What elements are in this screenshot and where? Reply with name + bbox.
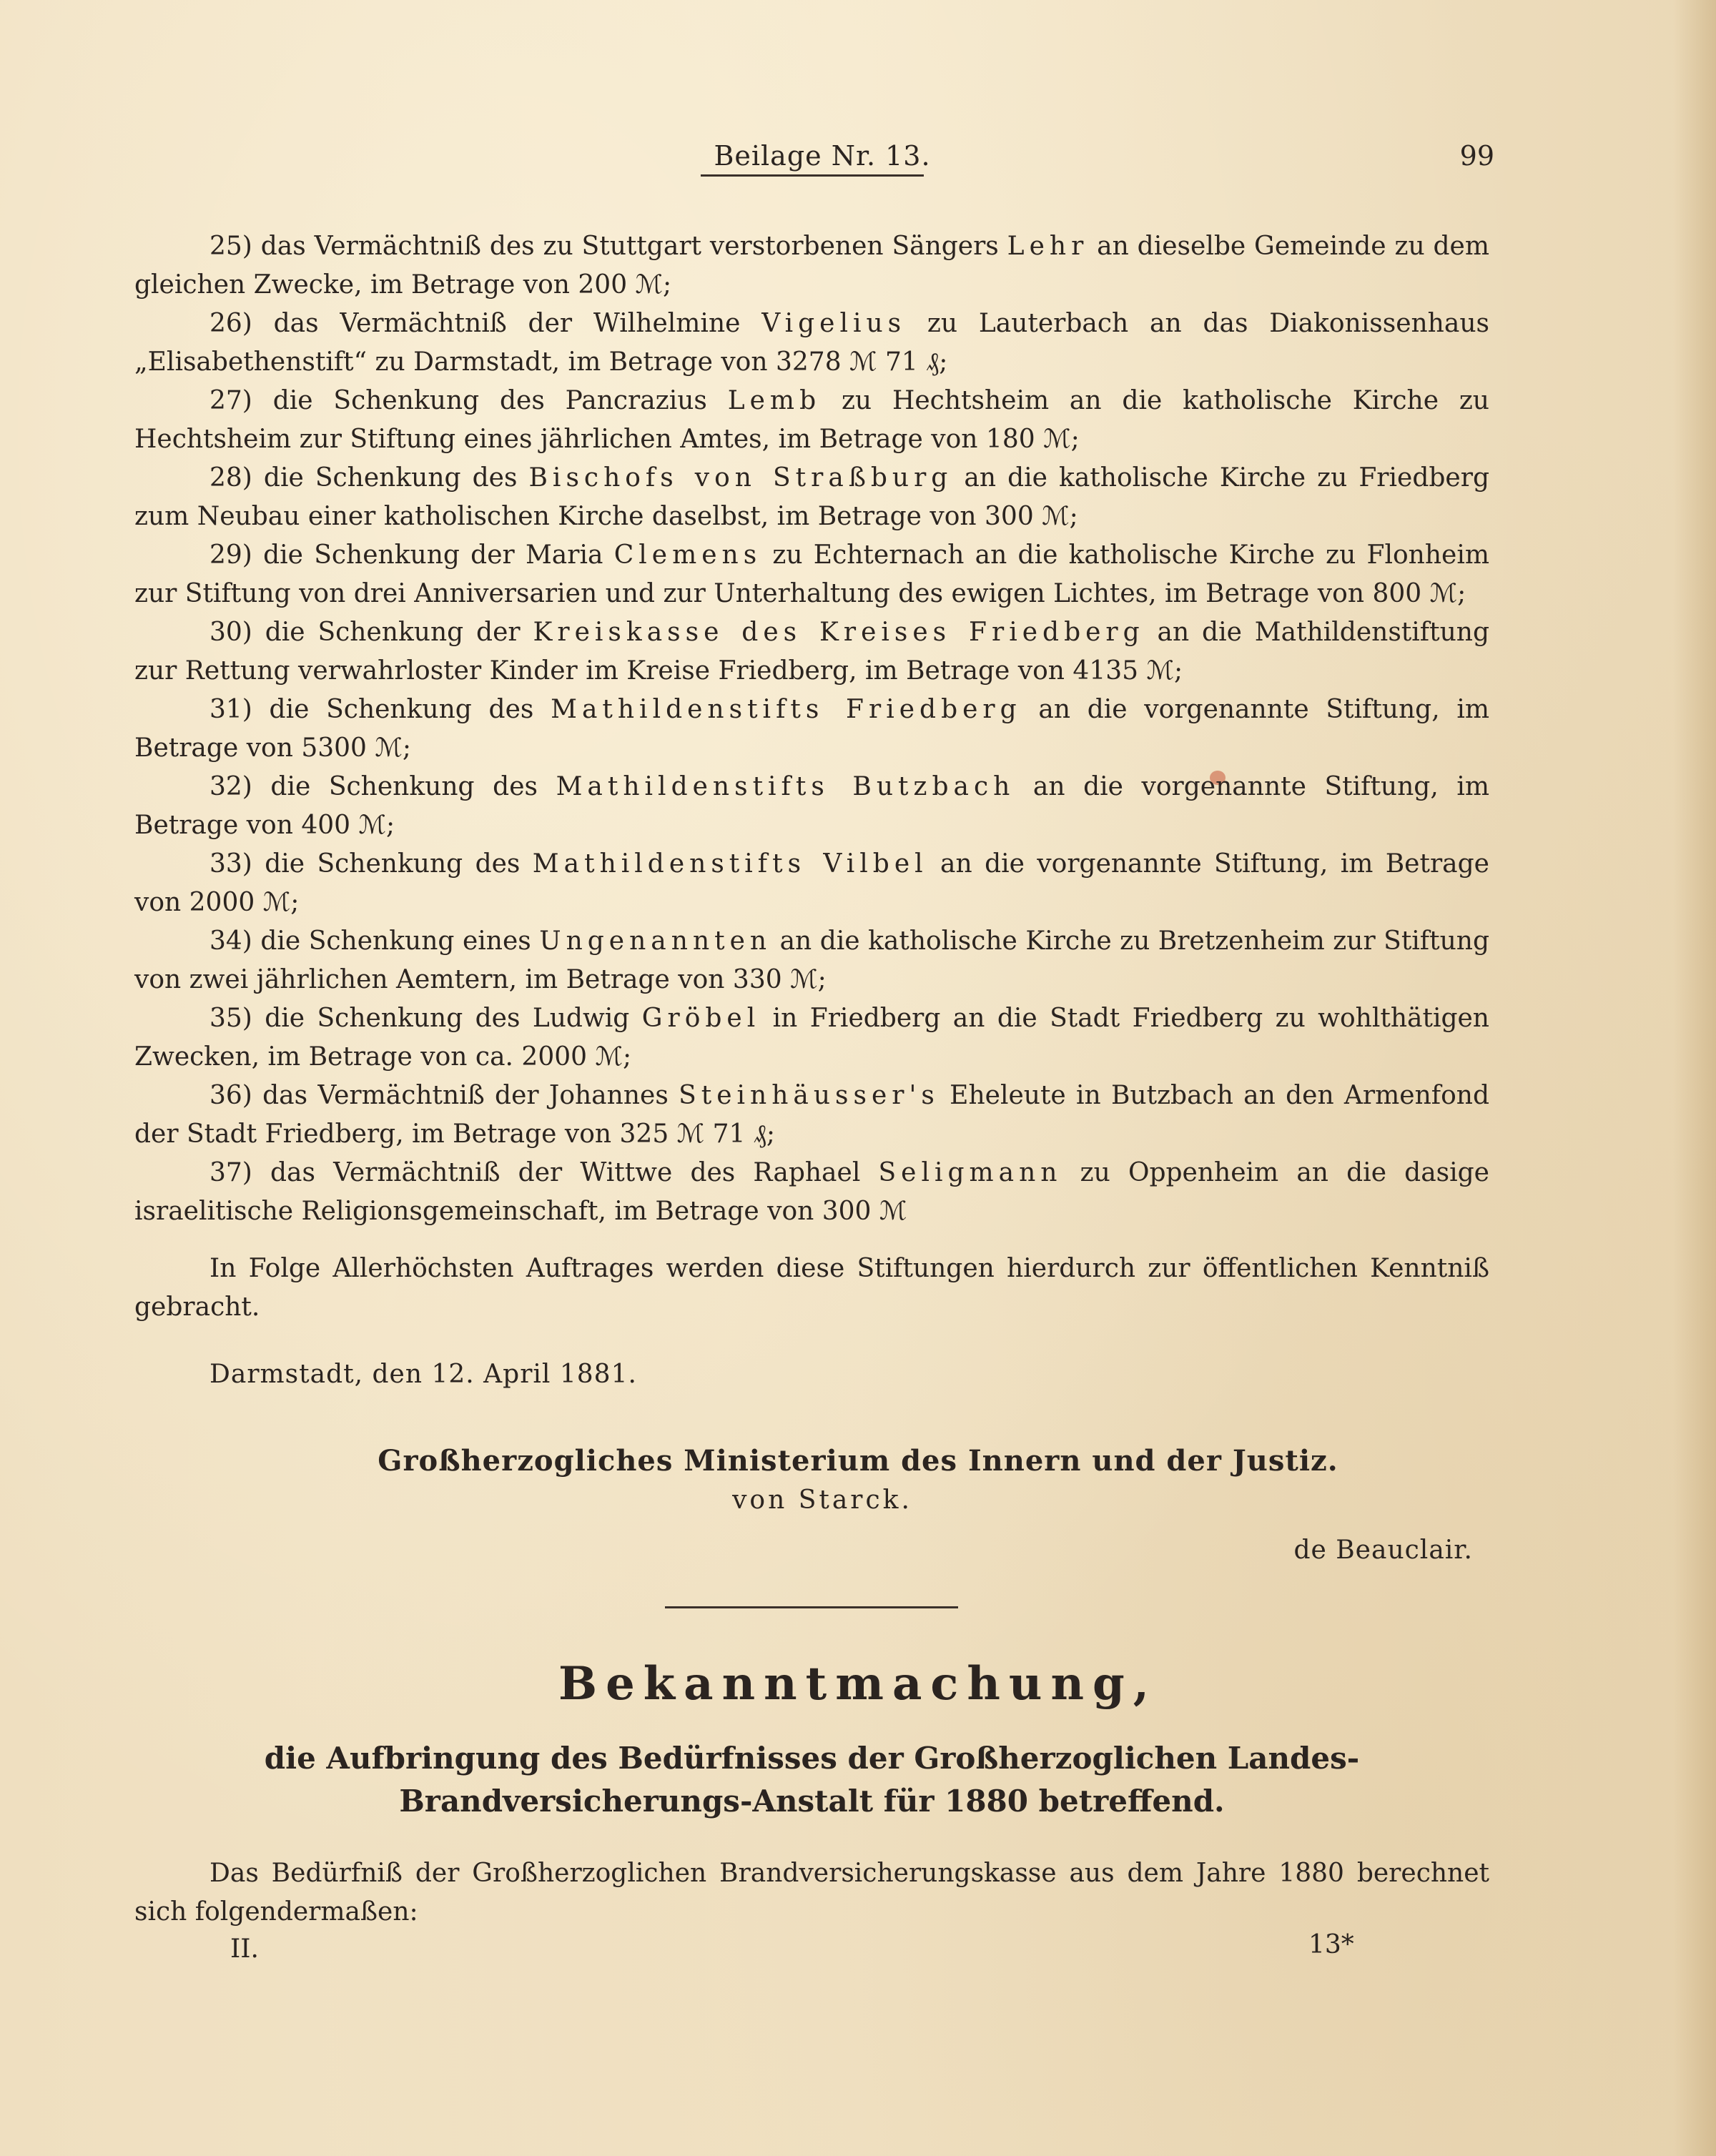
- signature-mark-right: 13*: [1308, 1930, 1354, 1959]
- list-item-number: 37): [209, 1158, 252, 1187]
- list-item-text: die Schenkung der: [252, 618, 533, 647]
- list-item-number: 36): [209, 1081, 252, 1110]
- list-item-text: die Schenkung des: [252, 463, 529, 493]
- list-item: [134, 382, 1489, 459]
- list-item: [134, 1154, 1489, 1231]
- list-item-number: 33): [209, 849, 252, 879]
- list-item-text: zu Oppenheim an die dasige israelitische Religionsgemeinschaft, im Betrage von 300 ℳ: [134, 1158, 1489, 1226]
- list-item-name: Mathildenstifts Vilbel: [532, 849, 928, 879]
- list-item-name: Vigelius: [761, 309, 907, 338]
- list-item-number: 29): [209, 540, 252, 570]
- list-item-text: an die Mathildenstiftung zur Rettung verwahrloster Kinder im Kreise Friedberg, im Betrage von 4135 ℳ;: [134, 618, 1489, 686]
- list-item-name: Mathildenstifts Friedberg: [551, 695, 1022, 724]
- list-item: [134, 768, 1489, 845]
- list-item-text: zu Lauterbach an das Diakonissenhaus „Elisabethenstift“ zu Darmstadt, im Betrage von 3278 ℳ 71 ₰;: [134, 309, 1489, 377]
- running-header: Beilage Nr. 13.: [714, 140, 931, 172]
- list-item-text: das Vermächtniß der Johannes: [252, 1081, 679, 1110]
- list-item: [134, 922, 1489, 999]
- ministry-name: Großherzogliches Ministerium des Innern und der Justiz.: [378, 1444, 1338, 1478]
- list-item-text: zu Hechtsheim an die katholische Kirche zu Hechtsheim zur Stiftung eines jährlichen Amtes, im Betrage von 180 ℳ;: [134, 386, 1489, 454]
- list-item-name: Seligmann: [878, 1158, 1062, 1187]
- list-item-text: an die vorgenannte Stiftung, im Betrage von 5300 ℳ;: [134, 695, 1490, 763]
- list-item: [134, 999, 1489, 1077]
- list-item-number: 25): [209, 232, 252, 261]
- header-underline: [701, 174, 924, 177]
- page-edge-shadow: [1673, 0, 1716, 2156]
- list-item-text: an dieselbe Gemeinde zu dem gleichen Zwecke, im Betrage von 200 ℳ;: [134, 232, 1490, 300]
- list-item-number: 26): [209, 309, 252, 338]
- list-item: [134, 536, 1489, 613]
- list-item-text: an die katholische Kirche zu Friedberg zum Neubau einer katholischen Kirche daselbst, im Betrage von 300 ℳ;: [134, 463, 1489, 531]
- list-item-name: Lehr: [1007, 232, 1089, 261]
- list-item-text: die Schenkung des Ludwig: [252, 1004, 642, 1033]
- list-item-number: 31): [209, 695, 252, 724]
- list-item-text: die Schenkung des: [252, 772, 556, 801]
- list-item-text: das Vermächtniß der Wilhelmine: [252, 309, 762, 338]
- list-item-number: 30): [209, 618, 252, 647]
- list-item-number: 34): [209, 926, 252, 956]
- signature-secondary: de Beauclair.: [1293, 1536, 1473, 1565]
- list-item-text: die Schenkung des: [252, 849, 533, 879]
- intro-text: Das Bedürfniß der Großherzoglichen Brandversicherungskasse aus dem Jahre 1880 berechnet sich folgendermaßen:: [134, 1859, 1489, 1927]
- announcement-subtitle: die Aufbringung des Bedürfnisses der Großherzoglichen Landes-Brandversicherungs-Anstalt für 1880 betreffend.: [264, 1741, 1360, 1819]
- list-item-name: Gröbel: [641, 1004, 761, 1033]
- list-item-number: 35): [209, 1004, 252, 1033]
- list-item-text: in Friedberg an die Stadt Friedberg zu wohlthätigen Zwecken, im Betrage von ca. 2000 ℳ;: [134, 1004, 1489, 1072]
- list-item: [134, 227, 1489, 305]
- foundation-list: [134, 227, 1489, 1231]
- list-item: [134, 305, 1489, 382]
- list-item-name: Kreiskasse des Kreises Friedberg: [533, 618, 1145, 647]
- list-item-name: Clemens: [613, 540, 762, 570]
- date-line: Darmstadt, den 12. April 1881.: [209, 1360, 637, 1389]
- announcement-title: Bekanntmachung,: [558, 1657, 1158, 1711]
- list-item-text: die Schenkung eines: [252, 926, 540, 956]
- list-item-text: die Schenkung des: [252, 695, 551, 724]
- list-item-number: 28): [209, 463, 252, 493]
- page-number: 99: [1459, 140, 1494, 172]
- list-item: [134, 459, 1489, 536]
- list-item: [134, 613, 1489, 691]
- announcement-intro: [134, 1854, 1489, 1932]
- signature-mark-left: II.: [230, 1934, 259, 1964]
- list-item-text: das Vermächtniß des zu Stuttgart verstorbenen Sängers: [252, 232, 1007, 261]
- list-item-text: zu Echternach an die katholische Kirche zu Flonheim zur Stiftung von drei Anniversarien und zur Unterhaltung des ewigen Lichtes, im Betrage von 800 ℳ;: [134, 540, 1489, 608]
- list-item-text: Eheleute in Butzbach an den Armenfond der Stadt Friedberg, im Betrage von 325 ℳ 71 ₰;: [134, 1081, 1489, 1149]
- list-item-text: das Vermächtniß der Wittwe des Raphael: [252, 1158, 879, 1187]
- list-item-text: die Schenkung des Pancrazius: [252, 386, 728, 415]
- list-item-text: an die katholische Kirche zu Bretzenheim zur Stiftung von zwei jährlichen Aemtern, im Betrage von 330 ℳ;: [134, 926, 1490, 994]
- list-item-number: 27): [209, 386, 252, 415]
- list-item-text: die Schenkung der Maria: [252, 540, 614, 570]
- closing-text: In Folge Allerhöchsten Auftrages werden diese Stiftungen hierdurch zur öffentlichen Kenntniß gebracht.: [134, 1254, 1489, 1322]
- list-item-number: 32): [209, 772, 252, 801]
- list-item-name: Steinhäusser's: [679, 1081, 940, 1110]
- list-item: [134, 691, 1489, 768]
- list-item-name: Ungenannten: [539, 926, 772, 956]
- section-divider: [665, 1606, 958, 1608]
- list-item-name: Bischofs von Straßburg: [528, 463, 953, 493]
- list-item: [134, 845, 1489, 922]
- list-item-name: Mathildenstifts Butzbach: [556, 772, 1015, 801]
- list-item: [134, 1077, 1489, 1154]
- signature-primary: von Starck.: [732, 1485, 912, 1515]
- list-item-text: an die vorgenannte Stiftung, im Betrage von 400 ℳ;: [134, 772, 1489, 840]
- list-item-name: Lemb: [727, 386, 822, 415]
- list-item-text: an die vorgenannte Stiftung, im Betrage von 2000 ℳ;: [134, 849, 1489, 917]
- closing-paragraph: [134, 1250, 1489, 1327]
